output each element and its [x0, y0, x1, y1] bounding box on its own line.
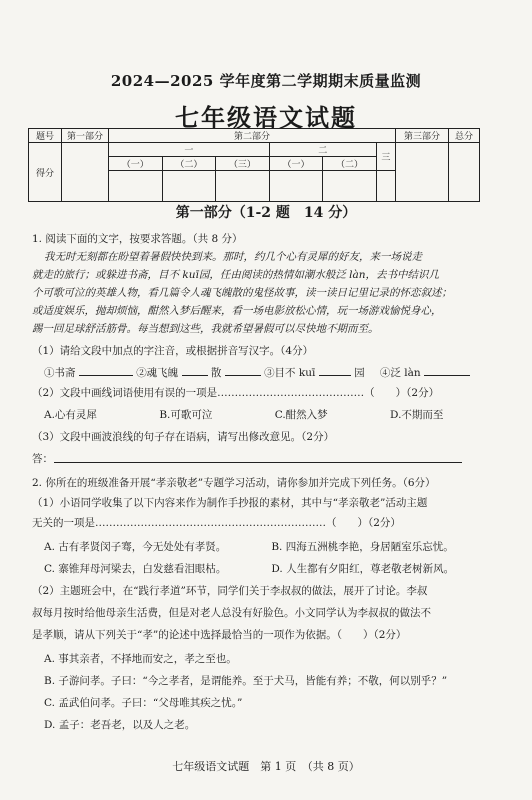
option-b[interactable]: B. 子游问孝。子曰：“今之孝者，是谓能养。至于犬马，皆能有养；不敬，何以别乎？”: [44, 675, 448, 687]
q1-passage-line: 或适度娱乐，抛却烦恼，酣然入梦后醒来，看一场电影放松心情，玩一场游戏愉悦身心，: [32, 305, 442, 317]
option-b[interactable]: B. 四海五洲桃李艳，身居陋室乐忘忧。: [271, 541, 454, 553]
option-a[interactable]: A.心有灵犀: [44, 409, 97, 421]
option-a[interactable]: A. 古有孝贤闵子骞，今无处处有孝贤。: [44, 541, 227, 553]
q2-sub2-line: 叔每月按时给他母亲生活费，但是对老人总没有好脸色。小文同学认为李叔叔的做法不: [32, 607, 431, 619]
score-table: [28, 128, 480, 202]
score-cell[interactable]: [323, 171, 377, 202]
score-row-label: 得分: [29, 143, 62, 202]
score-sub-two: 二: [269, 143, 376, 157]
q2-sub2-line: （2）主题班会中，在“践行孝道”环节，同学们关于李叔叔的做法，展开了讨论。李叔: [32, 585, 428, 597]
item-label: ①书斋: [44, 367, 76, 379]
score-sub-one: 一: [109, 143, 270, 157]
item-label: 园: [354, 367, 365, 379]
q1-sub1-items: [44, 365, 514, 380]
q2-sub2-line: 是孝顺，请从下列关于“孝”的论述中选择最恰当的一项作为依据。（ ）（2分）: [32, 629, 407, 641]
score-header-total: 总分: [449, 129, 480, 143]
answer-blank[interactable]: [225, 365, 261, 376]
q1-passage-line: 个可歌可泣的英雄人物，看几篇令人魂飞魄散的鬼怪故事，读一读日记里记录的怀恋叙述；: [32, 287, 452, 299]
page-footer: 七年级语文试题 第 1 页 （共 8 页）: [172, 760, 360, 773]
answer-blank[interactable]: [424, 365, 470, 376]
score-cell[interactable]: [216, 171, 270, 202]
score-sub-item: （二）: [323, 157, 377, 171]
answer-line[interactable]: [54, 462, 462, 463]
score-sub-three: 三: [376, 143, 395, 171]
item-label: ④泛 làn: [379, 367, 421, 379]
q1-sub1: （1）请给文段中加点的字注音，或根据拼音写汉字。（4分）: [32, 345, 314, 357]
score-header-part2: 第二部分: [109, 129, 396, 143]
item-label: ③目不 kuī: [264, 367, 316, 379]
score-cell-part1[interactable]: [62, 143, 109, 202]
score-sub-item: （一）: [269, 157, 323, 171]
q1-passage-line: 我无时无刻都在盼望着暑假快快到来。那时，约几个心有灵犀的好友，来一场说走: [44, 251, 422, 263]
q1-sub2: （2）文段中画线词语使用有误的一项是……………………………………（ ）（2分）: [32, 387, 440, 399]
answer-blank[interactable]: [79, 365, 133, 376]
score-sub-item: （一）: [109, 157, 163, 171]
option-d[interactable]: D. 孟子：老吾老，以及人之老。: [44, 719, 196, 731]
q2-sub1-options-row: [44, 540, 514, 554]
score-sub-item: （二）: [162, 157, 216, 171]
q1-sub3: （3）文段中画波浪线的句子存在语病，请写出修改意见。（2分）: [32, 431, 335, 443]
q2-sub1-options-row: [44, 562, 514, 576]
score-cell[interactable]: [109, 171, 163, 202]
q2-sub1-line: 无关的一项是…………………………………………………………（ ）（2分）: [32, 517, 401, 529]
score-cell[interactable]: [269, 171, 323, 202]
answer-blank[interactable]: [182, 365, 208, 376]
q1-sub2-options: [44, 408, 514, 422]
q1-passage-line: 就走的旅行；或躲进书斋，目不 kuī园，任由阅读的热情如潮水般泛 làn，去书中结识几: [32, 269, 440, 281]
option-b[interactable]: B.可歌可泣: [159, 409, 213, 421]
option-a[interactable]: A. 事其亲者，不择地而安之，孝之至也。: [44, 653, 237, 665]
q2-stem: 2. 你所在的班级准备开展“孝亲敬老”专题学习活动，请你参加并完成下列任务。（6分）: [32, 477, 436, 489]
option-c[interactable]: C.酣然入梦: [274, 409, 328, 421]
score-cell[interactable]: [376, 171, 395, 202]
answer-label: 答：: [32, 453, 53, 465]
score-header-part3: 第三部分: [396, 129, 449, 143]
q1-passage-line: 踢一回足球舒活筋骨。每当想到这些，我就希望暑假可以尽快地不期而至。: [32, 323, 379, 335]
score-cell[interactable]: [162, 171, 216, 202]
score-header-question: 题号: [29, 129, 62, 143]
option-d[interactable]: D.不期而至: [390, 409, 444, 421]
q2-sub1-line: （1）小语同学收集了以下内容来作为制作手抄报的素材，其中与“孝亲敬老”活动主题: [32, 497, 428, 509]
q1-stem: 1. 阅读下面的文字，按要求答题。（共 8 分）: [32, 233, 243, 245]
score-cell-total[interactable]: [449, 143, 480, 202]
exam-title-line1: 2024—2025 学年度第二学期期末质量监测: [110, 72, 422, 90]
score-cell-part3[interactable]: [396, 143, 449, 202]
item-label: ②魂飞魄: [136, 367, 179, 379]
answer-blank[interactable]: [319, 365, 351, 376]
section-heading: 第一部分（1-2 题 14 分）: [175, 205, 357, 221]
score-header-part1: 第一部分: [62, 129, 109, 143]
exam-title: 七年级语文试题: [175, 103, 357, 132]
score-sub-item: （三）: [216, 157, 270, 171]
item-label: 散: [210, 367, 222, 379]
option-d[interactable]: D. 人生都有夕阳红，尊老敬老树新风。: [271, 563, 455, 575]
option-c[interactable]: C. 孟武伯问孝。子曰：“父母唯其疾之忧。”: [44, 697, 243, 709]
option-c[interactable]: C. 寨锥拜母河梁去，白发慈看泪眼枯。: [44, 563, 227, 575]
